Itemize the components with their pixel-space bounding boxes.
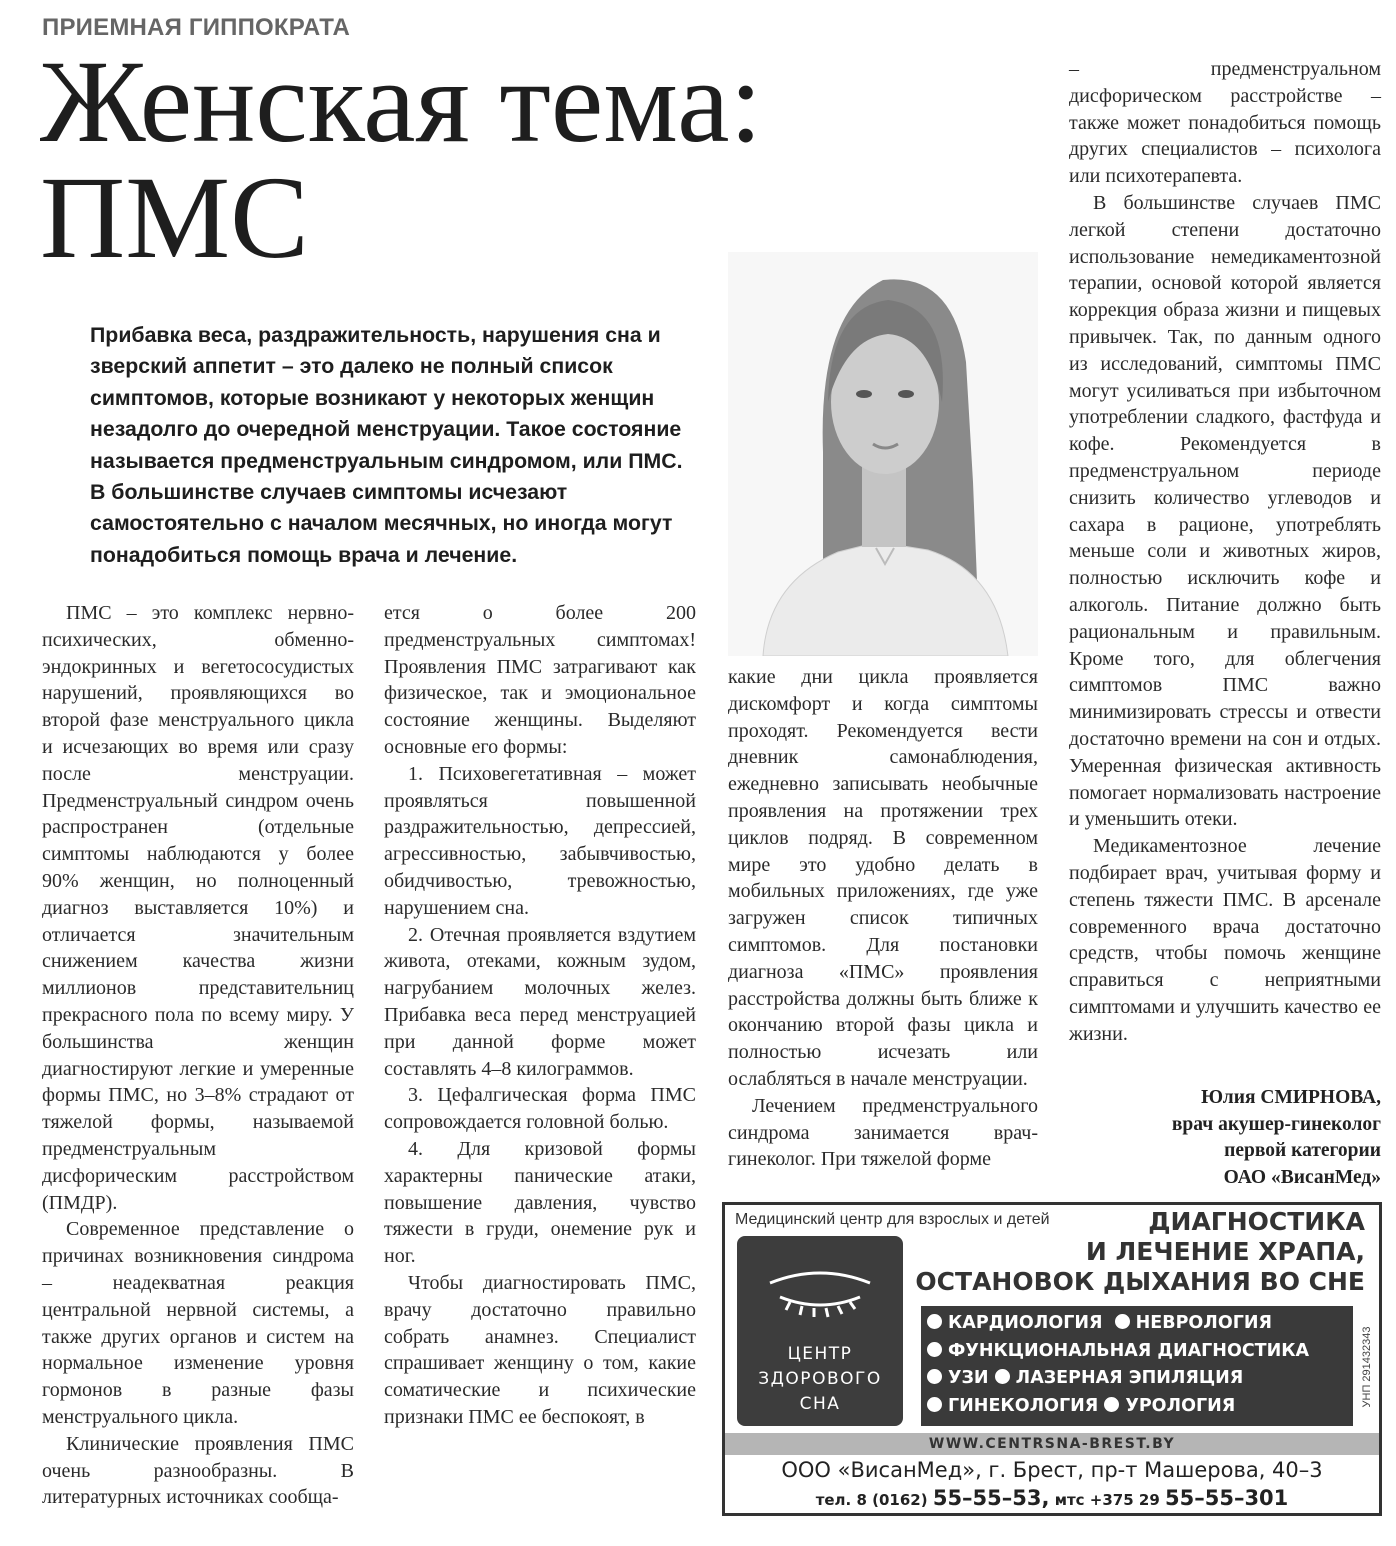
bullet-icon [1115, 1314, 1130, 1329]
paragraph: какие дни цикла проявляется дискомфорт и когда симптомы проходят. Рекомендуется вести дневник самонаблюдения, ежедневно записывать необычные проявления на протяжении трех циклов подряд. В современном мире это удобно делать в мобильных приложениях, где уже загружен список типичных симптомов. Для постановки диагноза «ПМС» проявления расстройства должны быть ближе к окончанию второй фазы цикла и полностью исчезать или ослабляться в начале менструации. [728, 666, 1038, 1090]
author-name: Юлия СМИРНОВА, [1201, 1087, 1381, 1108]
bullet-icon [927, 1342, 942, 1357]
service-row [927, 1338, 1347, 1366]
sleep-center-logo [737, 1236, 903, 1426]
service-item: ЛАЗЕРНАЯ ЭПИЛЯЦИЯ [1015, 1368, 1244, 1388]
article-column-1 [42, 600, 354, 1511]
mobile-number: 55–55–301 [1165, 1486, 1289, 1510]
article-column-4 [1069, 56, 1381, 1047]
ad-website: WWW.CENTRSNA-BREST.BY [725, 1433, 1379, 1455]
paragraph: Лечением предменструального синдрома занимается врач-гинеколог. При тяжелой форме [728, 1094, 1038, 1171]
paragraph: Чтобы диагностировать ПМС, врачу достаточно правильно собрать анамнез. Специалист спрашивает женщину о том, какие соматические и психические признаки ПМС ее беспокоят, в [384, 1271, 696, 1428]
bullet-icon [1104, 1397, 1119, 1412]
author-category: первой категории [1224, 1140, 1381, 1162]
badge-line: ЦЕНТР [787, 1344, 853, 1364]
bullet-icon [927, 1397, 942, 1412]
ad-title-line: ОСТАНОВОК ДЫХАНИЯ ВО СНЕ [915, 1267, 1365, 1296]
author-organization: ОАО «ВисанМед» [1223, 1166, 1381, 1188]
author-title: врач акушер-гинеколог [1171, 1113, 1381, 1135]
service-item: КАРДИОЛОГИЯ [948, 1313, 1103, 1333]
service-item: ФУНКЦИОНАЛЬНАЯ ДИАГНОСТИКА [948, 1340, 1310, 1361]
service-row [927, 1393, 1347, 1421]
paragraph: ется о более 200 предменструальных симптомах! Проявления ПМС затрагивают как физическое, так и эмоциональное состояние женщины. Выделяют основные его формы: [384, 602, 696, 758]
ad-phones [725, 1485, 1379, 1513]
ad-title [915, 1207, 1365, 1297]
ad-address: ООО «ВисанМед», г. Брест, пр-т Машерова, 40–3 [781, 1458, 1323, 1482]
badge-line: СНА [799, 1394, 841, 1414]
service-row [927, 1365, 1347, 1393]
paragraph: 2. Отечная проявляется вздутием живота, отеками, кожным зудом, нагрубанием молочных желез. Прибавка веса перед менструацией при данной форме может составлять 4–8 килограммов. [384, 923, 696, 1080]
paragraph: 3. Цефалгическая форма ПМС сопровождается головной болью. [384, 1084, 696, 1134]
paragraph: 4. Для кризовой формы характерны панические атаки, повышение давления, чувство тяжести в груди, онемение рук и ног. [384, 1137, 696, 1268]
headline-line-2: ПМС [40, 152, 309, 283]
bullet-icon [927, 1314, 942, 1329]
headline-line-1: Женская тема: [40, 36, 763, 167]
unp-number [1359, 1305, 1375, 1429]
paragraph: Современное представление о причинах возникновения синдрома – неадекватная реакция центральной нервной системы, а также других органов и систем на нормальное изменение уровня гормонов в разные фазы менструального цикла. [42, 1218, 354, 1428]
service-item: УЗИ [948, 1368, 989, 1388]
author-photo [728, 252, 1038, 656]
paragraph: 1. Психовегетативная – может проявляться повышенной раздражительностью, депрессией, агрессивностью, забывчивостью, обидчивостью, тревожностью, нарушением сна. [384, 762, 696, 919]
byline [1069, 1085, 1381, 1191]
services-list [921, 1306, 1353, 1426]
service-item: НЕВРОЛОГИЯ [1135, 1313, 1272, 1333]
bullet-icon [995, 1369, 1010, 1384]
closed-eye-icon [765, 1271, 875, 1321]
bullet-icon [927, 1369, 942, 1384]
lead-paragraph: Прибавка веса, раздражительность, нарушения сна и зверский аппетит – это далеко не полный список симптомов, которые возникают у некоторых женщин незадолго до очередной менструации. Такое состояние называется предменструальным синдромом, или ПМС. В большинстве случаев симптомы исчезают самостоятельно с началом месячных, но иногда могут понадобиться помощь врача и лечение. [90, 323, 683, 567]
paragraph: – предменструальном дисфорическом расстройстве – также может понадобиться помощь других специалистов – психолога или психотерапевта. [1069, 58, 1381, 188]
ad-title-line: ДИАГНОСТИКА [1148, 1207, 1365, 1236]
article-column-2 [384, 600, 696, 1431]
paragraph: Медикаментозное лечение подбирает врач, учитывая форму и степень тяжести ПМС. В арсенале современного врача достаточно средств, чтобы помочь женщине справиться с неприятными симптомами и улучшить качество ее жизни. [1069, 835, 1381, 1045]
advertisement [722, 1202, 1382, 1516]
rubric: ПРИЕМНАЯ ГИППОКРАТА [42, 14, 351, 41]
service-item: ГИНЕКОЛОГИЯ [948, 1395, 1099, 1416]
ad-subtitle: Медицинский центр для взрослых и детей [735, 1211, 1050, 1228]
portrait-illustration [728, 252, 1038, 656]
sleep-center-name [737, 1342, 903, 1417]
phone-label: тел. 8 (0162) [815, 1491, 928, 1509]
mobile-label: мтс +375 29 [1054, 1491, 1160, 1509]
headline [40, 36, 763, 283]
service-row [927, 1310, 1347, 1338]
phone-number: 55–55–53, [932, 1486, 1050, 1510]
paragraph: В большинстве случаев ПМС легкой степени достаточно использование немедикаментозной терапии, основой которой является коррекция образа жизни и пищевых привычек. Так, по данным одного из исследований, симптомы ПМС могут усиливаться при избыточном употреблении сладкого, фастфуда и кофе. Рекомендуется в предменструальном периоде снизить количество углеводов и сахара в рационе, употреблять меньше соли и животных жиров, полностью исключить кофе и алкоголь. Питание должно быть рациональным и правильным. Кроме того, для облегчения симптомов ПМС важно минимизировать стрессы и отвести достаточно времени на сон и отдых. Умеренная физическая активность помогает нормализовать настроение и уменьшить отеки. [1069, 191, 1381, 831]
ad-title-line: И ЛЕЧЕНИЕ ХРАПА, [1085, 1237, 1365, 1266]
paragraph: ПМС – это комплекс нервно-психических, обменно-эндокринных и вегетососудистых нарушений, проявляющихся во второй фазе менструального цикла и исчезающих во время или сразу после менструации. Предменструальный синдром очень распространен (отдельные симптомы наблюдаются у более 90% женщин, но полноценный диагноз выставляется 10%) и отличается значительным снижением качества жизни миллионов представительниц прекрасного пола по всему миру. У большинства женщин диагностируют легкие и умеренные формы ПМС, но 3–8% страдают от тяжелой формы, называемой предменструальным дисфорическим расстройством (ПМДР). [42, 602, 354, 1214]
paragraph: Клинические проявления ПМС очень разнообразны. В литературных источниках сообща- [42, 1432, 354, 1509]
service-item: УРОЛОГИЯ [1125, 1395, 1236, 1416]
article-column-3 [728, 664, 1038, 1173]
badge-line: ЗДОРОВОГО [758, 1369, 882, 1389]
unp-text: УНП 291432343 [1361, 1326, 1373, 1408]
